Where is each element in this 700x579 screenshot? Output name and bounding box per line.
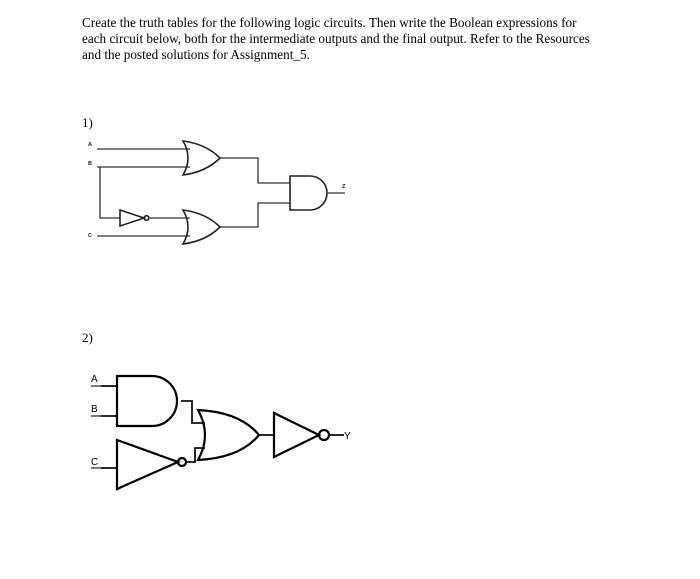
- circuit-1-or-gate-1: [183, 141, 220, 175]
- circuit-1-label: 1): [82, 115, 93, 130]
- circuit-2-not-gate: [117, 440, 178, 489]
- circuit-2-and-gate: [117, 376, 177, 426]
- circuit-1-output-label: Z: [342, 184, 346, 190]
- instructions-line-2: each circuit below, both for the intermediate outputs and the final output. Refer to the Resources: [82, 31, 590, 46]
- circuit-2-input-b-label: B: [91, 404, 98, 415]
- instructions-line-3: and the posted solutions for Assignment_5.: [82, 47, 310, 62]
- circuit-1: [88, 141, 346, 244]
- circuit-1-not-gate: [120, 210, 144, 226]
- circuit-1-and-gate: [290, 176, 327, 210]
- circuit-2-input-a-label: A: [91, 374, 98, 385]
- circuit-1-input-a-label: A: [88, 142, 92, 148]
- circuit-1-input-b-label: B: [88, 161, 92, 167]
- circuit-2: [91, 374, 351, 489]
- circuit-1-wire-or2-out: [220, 203, 290, 227]
- instructions-line-1: Create the truth tables for the following logic circuits. Then write the Boolean expressions for: [82, 15, 577, 30]
- circuit-2-final-not-gate: [274, 413, 319, 457]
- circuit-1-wire-b-branch: [100, 167, 120, 218]
- circuit-2-input-c-label: C: [91, 457, 99, 468]
- circuit-1-input-c-label: C: [88, 233, 92, 239]
- circuit-1-wire-or1-out: [220, 158, 290, 183]
- circuit-2-or-gate: [198, 410, 259, 460]
- circuit-2-output-label: Y: [344, 431, 351, 442]
- circuit-1-or-gate-2: [183, 210, 220, 244]
- circuit-2-label: 2): [82, 330, 93, 345]
